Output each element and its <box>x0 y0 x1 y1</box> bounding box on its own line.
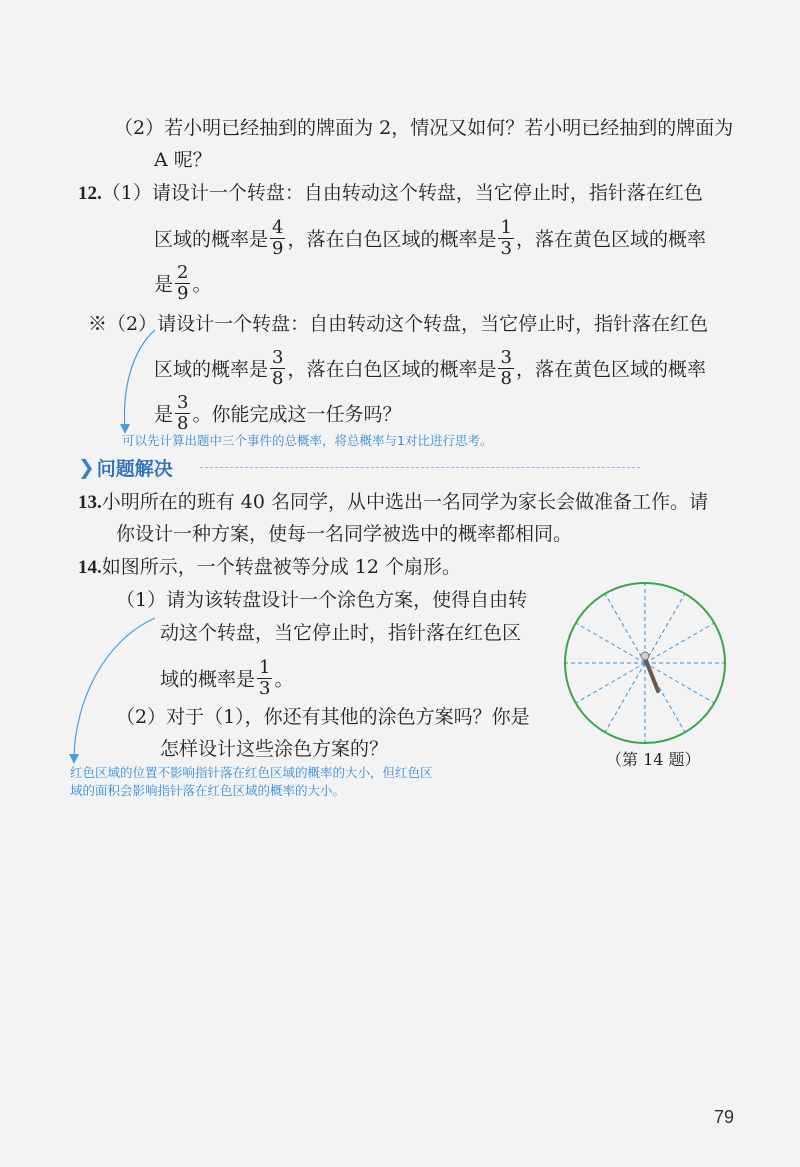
spinner-divider <box>605 594 645 663</box>
q12-part2-line3 <box>154 392 402 436</box>
spinner-divider <box>645 594 685 663</box>
q12-part1-line1 <box>78 180 703 207</box>
q12-part1-text1: （1）请设计一个转盘：自由转动这个转盘，当它停止时，指针落在红色 <box>101 182 703 204</box>
text: 区域的概率是 <box>154 228 269 251</box>
spinner-divider <box>605 663 645 732</box>
q13-line2: 你设计一种方案，使每一名同学被选中的概率都相同。 <box>116 523 573 545</box>
fraction-white <box>498 218 513 259</box>
text: 是 <box>154 403 174 426</box>
text: 。 <box>192 273 212 296</box>
q12-part1-line2 <box>154 217 706 261</box>
section-title: 问题解决 <box>96 457 173 480</box>
numerator: 3 <box>177 392 189 413</box>
numerator: 1 <box>259 657 271 678</box>
q13-text1: 小明所在的班有 40 名同学，从中选出一名同学为家长会做准备工作。请 <box>101 491 709 513</box>
numerator: 4 <box>272 217 284 238</box>
spinner-pivot <box>641 652 649 660</box>
denominator: 3 <box>259 678 271 699</box>
text: ，落在白色区域的概率是 <box>287 228 497 251</box>
fraction-white <box>498 348 513 389</box>
q14-part1-line3 <box>160 657 294 701</box>
q14-part1-line2: 动这个转盘，当它停止时，指针落在红色区 <box>160 622 522 644</box>
numerator: 2 <box>177 262 189 283</box>
q12-number: 12. <box>78 183 102 204</box>
denominator: 3 <box>500 238 512 259</box>
numerator: 3 <box>272 347 284 368</box>
q14-hint-line1: 红色区域的位置不影响指针落在红色区域的概率的大小，但红色区 <box>70 765 433 780</box>
spinner-divider <box>576 663 645 703</box>
fraction-yellow <box>175 263 190 304</box>
text: 区域的概率是 <box>154 358 269 381</box>
denominator: 8 <box>500 368 512 389</box>
q13-number: 13. <box>78 492 102 513</box>
q13-line1 <box>78 489 708 516</box>
annotation-arrow-q14 <box>60 610 160 770</box>
q12-part2-line1: ※（2）请设计一个转盘：自由转动这个转盘，当它停止时，指针落在红色 <box>88 313 709 335</box>
fraction-red <box>270 348 285 389</box>
denominator: 9 <box>272 238 284 259</box>
q11-part2-line2: A 呢？ <box>154 149 212 171</box>
section-header <box>78 452 173 482</box>
spinner-divider <box>645 623 714 663</box>
text: ，落在黄色区域的概率 <box>515 358 706 381</box>
denominator: 9 <box>177 283 189 304</box>
spinner-pointer <box>645 658 658 691</box>
numerator: 1 <box>500 217 512 238</box>
spinner-divider <box>576 623 645 663</box>
figure-caption: （第 14 题） <box>606 750 701 769</box>
q14-number: 14. <box>78 557 102 578</box>
fraction-yellow <box>175 393 190 434</box>
section-divider <box>200 467 640 468</box>
text: ，落在白色区域的概率是 <box>287 358 497 381</box>
text: 。 <box>274 668 294 691</box>
q14-text1: 如图所示，一个转盘被等分成 12 个扇形。 <box>101 556 462 578</box>
spinner-figure <box>560 578 730 748</box>
q12-part1-line3 <box>154 262 212 306</box>
fraction-red <box>257 658 272 699</box>
q11-part2-line1: （2）若小明已经抽到的牌面为 2，情况又如何？若小明已经抽到的牌面为 <box>114 117 734 139</box>
denominator: 8 <box>272 368 284 389</box>
text: 是 <box>154 273 174 296</box>
q12-part2-line2 <box>154 347 706 391</box>
numerator: 3 <box>500 347 512 368</box>
chevron-right-icon: ❯ <box>78 455 95 479</box>
denominator: 8 <box>177 413 189 434</box>
page-number: 79 <box>714 1107 735 1127</box>
fraction-red <box>270 218 285 259</box>
annotation-arrow-q12 <box>110 320 170 440</box>
q14-part2-line1: （2）对于（1），你还有其他的涂色方案吗？你是 <box>116 706 530 728</box>
q14-line1 <box>78 554 461 581</box>
q14-hint-line2: 域的面积会影响指针落在红色区域的概率的大小。 <box>70 783 346 798</box>
q14-part2-line2: 怎样设计这些涂色方案的？ <box>160 738 389 760</box>
q12-hint-note: 可以先计算出题中三个事件的总概率，将总概率与1对比进行思考。 <box>122 433 493 448</box>
q14-part1-line1: （1）请为该转盘设计一个涂色方案，使得自由转 <box>116 589 528 611</box>
text: 。你能完成这一任务吗？ <box>192 403 402 426</box>
text: 域的概率是 <box>160 668 256 691</box>
text: ，落在黄色区域的概率 <box>515 228 706 251</box>
